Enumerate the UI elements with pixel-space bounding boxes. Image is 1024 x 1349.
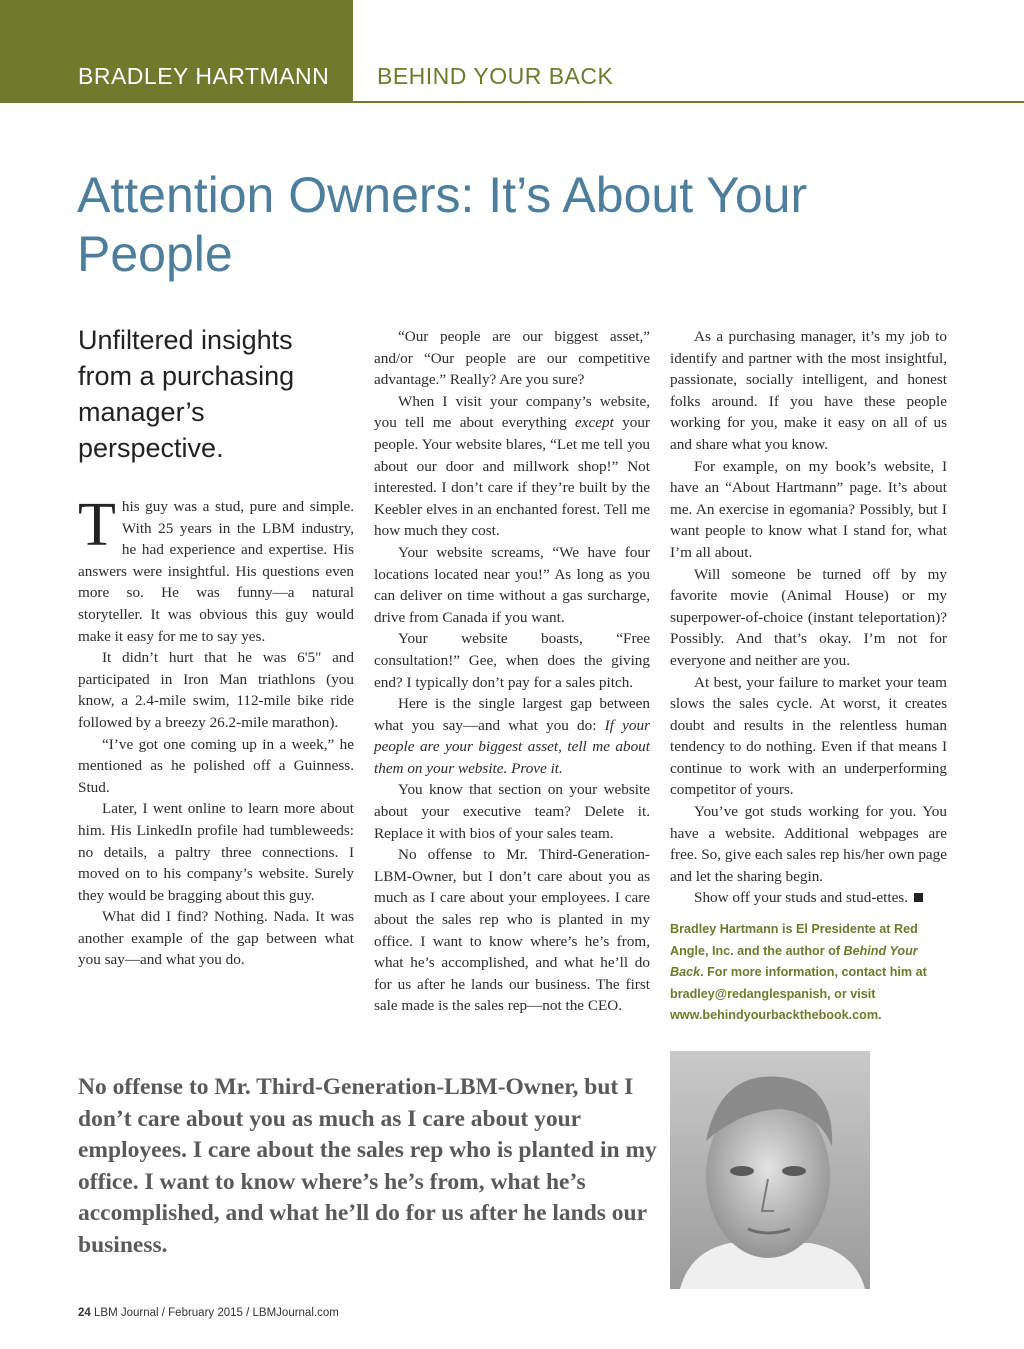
paragraph: You know that section on your website about your executive team? Delete it. Replace it with bios of your sales team.: [374, 781, 650, 842]
paragraph: Show off your studs and stud-ettes.: [670, 887, 947, 909]
paragraph: What did I find? Nothing. Nada. It was another example of the gap between what you say—and what you do.: [78, 908, 354, 969]
page-number: 24: [78, 1307, 91, 1319]
article-column-2: [374, 326, 650, 1017]
paragraph: This guy was a stud, pure and simple. With 25 years in the LBM industry, he had experience and expertise. His answers were insightful. His questions even more so. He was funny—a natural storyteller. It was obvious this guy would make it easy for me to say yes.: [78, 491, 354, 645]
deck: Unfiltered insights from a purchasing manager’s perspective.: [78, 325, 295, 463]
paragraph: As a purchasing manager, it’s my job to identify and partner with the most insightful, passionate, socially intelligent, and honest folks around. If you have these people working for you, make it easy on all of us and share what you know.: [670, 328, 947, 453]
author-tag: BRADLEY HARTMANN: [78, 63, 330, 89]
article-column-1: [78, 491, 354, 971]
paragraph: No offense to Mr. Third-Generation-LBM-Owner, but I don’t care about you as much as I care about your employees. I care about the sales rep who is planted in my office. I want to know where’s he’s from, what he’s accomplished, and what he’ll do for us after he lands our business. The first sale made is the sales rep—not the CEO.: [374, 846, 650, 1015]
article-column-3: [670, 326, 947, 1027]
author-portrait: [670, 1051, 870, 1289]
paragraph: Your website screams, “We have four locations located near you!” As long as you can deliver on time without a gas surcharge, drive from Canada if you want.: [374, 543, 650, 626]
end-mark-icon: [914, 893, 923, 902]
paragraph: Here is the single largest gap between what you say—and what you do: If your people are your biggest asset, tell me about them on your website. Prove it.: [374, 695, 651, 777]
paragraph: Will someone be turned off by my favorite movie (Animal House) or my superpower-of-choice (instant teleportation)? Possibly. And that’s okay. I’m not for everyone and neither are you.: [670, 565, 947, 669]
paragraph: It didn’t hurt that he was 6'5" and participated in Iron Man triathlons (you know, a 2.4-mile swim, 112-mile bike ride followed by a breezy 26.2-mile marathon).: [78, 649, 354, 731]
author-bio: Bradley Hartmann is El Presidente at Red Angle, Inc. and the author of Behind Your Back. For more information, contact him at bradley@redanglespanish, or visit www.behindyourbackthebook.com.: [670, 922, 927, 1023]
paragraph: When I visit your company’s website, you tell me about everything except your people. Your website blares, “Let me tell you about our door and millwork shop!” Not interested. I don’t care if they’re built by the Keebler elves in an enchanted forest. Tell me how much they cost.: [374, 392, 650, 540]
headline: Attention Owners: It’s About Your People: [77, 167, 808, 282]
drop-cap: T: [78, 491, 116, 559]
paragraph: Later, I went online to learn more about him. His LinkedIn profile had tumbleweeds: no details, a paltry three connections. I moved on to his company’s website. Surely they would be bragging about this guy.: [78, 800, 354, 904]
paragraph: “I’ve got one coming up in a week,” he mentioned as he polished off a Guinness. Stud.: [78, 735, 354, 796]
paragraph: For example, on my book’s website, I have an “About Hartmann” page. It’s about me. An exercise in egomania? Possibly, but I want people to know what I stand for, what I’m all about.: [670, 457, 947, 561]
pull-quote: No offense to Mr. Third-Generation-LBM-Owner, but I don’t care about you as much as I care about your employees. I care about the sales rep who is planted in my office. I want to know where’s he’s from, what he’s accomplished, and what he’ll do for us after he lands our business.: [78, 1074, 657, 1258]
header-rule: [353, 101, 1024, 103]
paragraph: You’ve got studs working for you. You have a website. Additional webpages are free. So, give each sales rep his/her own page and let the sharing begin.: [670, 803, 947, 885]
footer-text: LBM Journal / February 2015 / LBMJournal.com: [94, 1307, 339, 1319]
column-tag: BEHIND YOUR BACK: [377, 63, 614, 89]
paragraph: “Our people are our biggest asset,” and/or “Our people are our competitive advantage.” Really? Are you sure?: [374, 328, 650, 389]
page-footer: [78, 1307, 339, 1319]
paragraph: At best, your failure to market your team slows the sales cycle. At worst, it creates doubt and results in the relentless human tendency to do nothing. Even if that means I continue to work with an underperforming competitor of yours.: [670, 673, 947, 799]
paragraph: Your website boasts, “Free consultation!” Gee, when does the giving end? I typically don’t pay for a sales pitch.: [374, 630, 650, 691]
